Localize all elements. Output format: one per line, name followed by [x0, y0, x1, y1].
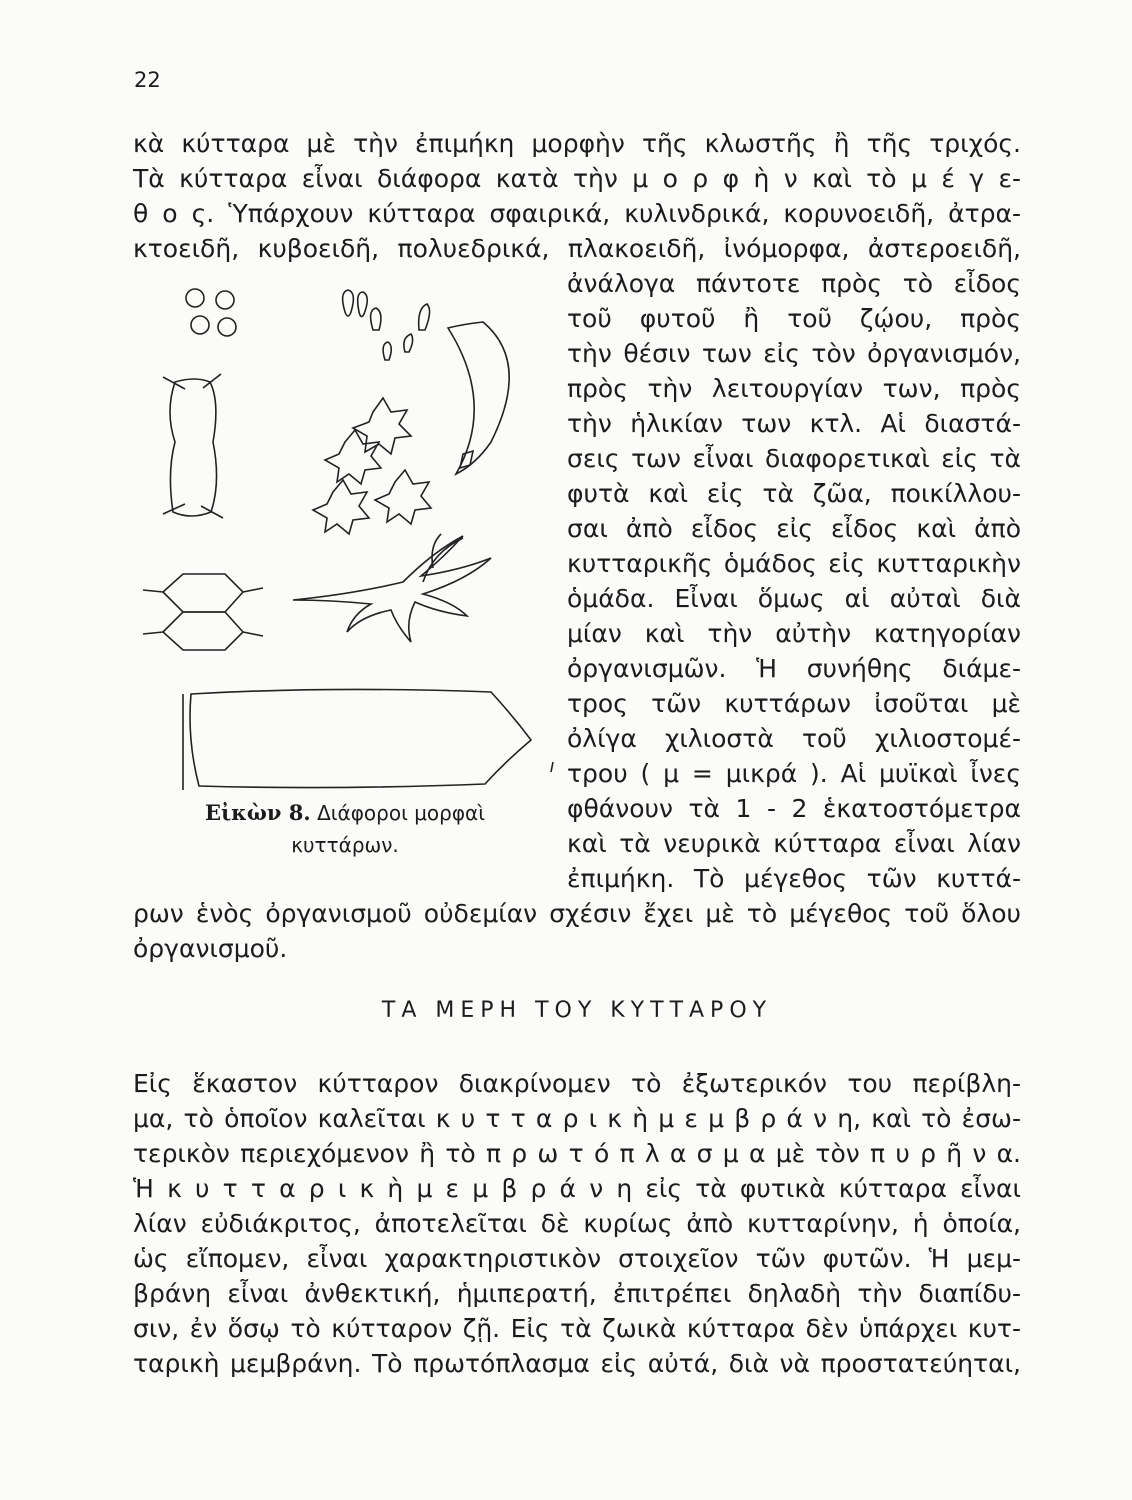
text-line: βράνη εἶναι ἀνθεκτική, ἡμιπερατή, ἐπιτρέπει δηλαδὴ τὴν διαπίδυ- — [133, 1279, 1021, 1308]
text-line: ταρικὴ μεμβράνη. Τὸ πρωτόπλασμα εἰς αὐτά, διὰ νὰ προστατεύηται, — [133, 1349, 1021, 1378]
text-line: καὶ τὰ νευρικὰ κύτταρα εἶναι λίαν — [567, 829, 1021, 858]
text-line: κυτταρικῆς ὁμάδος εἰς κυτταρικὴν — [567, 549, 1021, 578]
figure-label: Εἰκὼν 8. — [205, 800, 311, 825]
text-line: σαι ἀπὸ εἶδος εἰς εἶδος καὶ ἀπὸ — [567, 514, 1021, 543]
text-line: Τὰ κύτταρα εἶναι διάφορα κατὰ τὴν μ ο ρ φ ὴ ν καὶ τὸ μ έ γ ε- — [133, 164, 1021, 193]
text-line: σιν, ἐν ὅσῳ τὸ κύτταρον ζῇ. Εἰς τὰ ζωικὰ κύτταρα δὲν ὑπάρχει κυτ- — [133, 1314, 1021, 1343]
text-line: Ἡ κ υ τ τ α ρ ι κ ὴ μ ε μ β ρ ά ν η εἰς τὰ φυτικὰ κύτταρα εἶναι — [133, 1174, 1021, 1203]
text-line: Εἰς ἕκαστον κύτταρον διακρίνομεν τὸ ἐξωτερικόν του περίβλη- — [133, 1069, 1021, 1098]
text-line: ἀνάλογα πάντοτε πρὸς τὸ εἶδος — [567, 269, 1021, 298]
figure-caption — [180, 797, 510, 861]
text-line: λίαν εὐδιάκριτος, ἀποτελεῖται δὲ κυρίως ἀπὸ κυτταρίνην, ἡ ὁποία, — [133, 1209, 1021, 1238]
text-line: ὁμάδα. Εἶναι ὅμως αἱ αὐταὶ διὰ — [567, 584, 1021, 613]
text-line: ὡς εἴπομεν, εἶναι χαρακτηριστικὸν στοιχεῖον τῶν φυτῶν. Ἡ μεμ- — [133, 1244, 1021, 1273]
page-number: 22 — [134, 68, 161, 92]
text-line: μίαν καὶ τὴν αὐτὴν κατηγορίαν — [567, 619, 1021, 648]
text-line: τερικὸν περιεχόμενον ἢ τὸ π ρ ω τ ό π λ α σ μ α μὲ τὸν π υ ρ ῆ ν α. — [133, 1139, 1021, 1168]
text-line: σεις των εἶναι διαφορετικαὶ εἰς τὰ — [567, 444, 1021, 473]
text-line: ὀλίγα χιλιοστὰ τοῦ χιλιοστομέ- — [567, 724, 1021, 753]
text-line: ὀργανισμῶν. Ἡ συνήθης διάμε- — [567, 654, 1021, 683]
text-line: ἐπιμήκη. Τὸ μέγεθος τῶν κυττά- — [567, 864, 1021, 893]
text-line: τὴν ἡλικίαν των κτλ. Αἱ διαστά- — [567, 409, 1021, 438]
figure-caption-text: Διάφοροι μορφαὶ — [317, 801, 485, 825]
text-line: τοῦ φυτοῦ ἢ τοῦ ζῴου, πρὸς — [567, 304, 1021, 333]
text-line: ρων ἑνὸς ὀργανισμοῦ οὐδεμίαν σχέσιν ἔχει μὲ τὸ μέγεθος τοῦ ὅλου — [133, 899, 1021, 928]
text-line: φθάνουν τὰ 1 - 2 ἑκατοστόμετρα — [567, 794, 1021, 823]
text-line: πρὸς τὴν λειτουργίαν των, πρὸς — [567, 374, 1021, 403]
text-line: φυτὰ καὶ εἰς τὰ ζῶα, ποικίλλου- — [567, 479, 1021, 508]
figure-caption-text: κυττάρων. — [291, 833, 399, 857]
text-line: ὀργανισμοῦ. — [133, 934, 288, 963]
cell-shapes-figure — [133, 282, 563, 822]
text-line: μα, τὸ ὁποῖον καλεῖται κ υ τ τ α ρ ι κ ὴ μ ε μ β ρ ά ν η, καὶ τὸ ἐσω- — [133, 1104, 1021, 1133]
text-line: κτοειδῆ, κυβοειδῆ, πολυεδρικά, πλακοειδῆ, ἰνόμορφα, ἀστεροειδῆ, — [133, 234, 1021, 263]
cell-shapes-illustration — [133, 282, 563, 822]
text-line: κὰ κύτταρα μὲ τὴν ἐπιμήκη μορφὴν τῆς κλωστῆς ἢ τῆς τριχός. — [133, 129, 1021, 158]
text-line: τρος τῶν κυττάρων ἰσοῦται μὲ — [567, 689, 1021, 718]
section-heading: ΤΑ ΜΕΡΗ ΤΟΥ ΚΥΤΤΑΡΟΥ — [381, 998, 773, 1023]
text-line: τρου ( μ = μικρά ). Αἱ μυϊκαὶ ἶνες — [567, 759, 1021, 788]
text-line: θ ο ς. Ὑπάρχουν κύτταρα σφαιρικά, κυλινδρικά, κορυνοειδῆ, ἀτρα- — [133, 199, 1021, 228]
text-line: τὴν θέσιν των εἰς τὸν ὀργανισμόν, — [567, 339, 1021, 368]
